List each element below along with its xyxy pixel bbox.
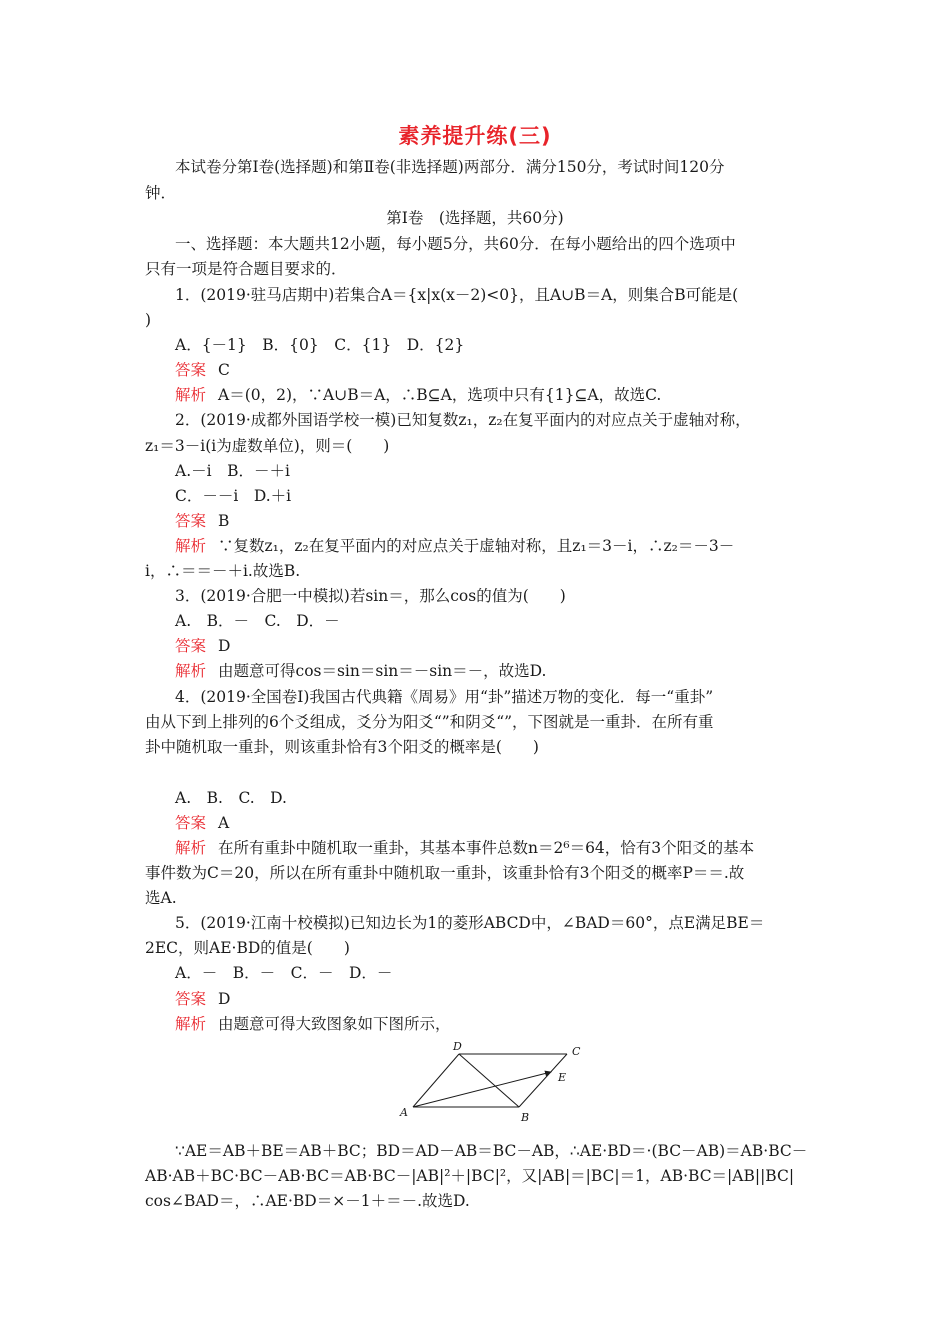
q5-stem: 2EC，则AE·BD的值是( )	[145, 939, 350, 957]
q5-analysis: 由题意可得大致图象如下图所示，	[218, 1015, 451, 1033]
q3-analysis: 由题意可得cos＝sin＝sin＝－sin＝－，故选D.	[218, 662, 547, 680]
intro-line: 本试卷分第Ⅰ卷(选择题)和第Ⅱ卷(非选择题)两部分．满分150分，考试时间120分	[175, 158, 725, 176]
q4-stem: 由从下到上排列的6个爻组成，爻分为阳爻“”和阴爻“”，下图就是一重卦．在所有重	[145, 713, 714, 731]
rhombus-diagram	[395, 1040, 595, 1130]
q4-analysis: 事件数为C＝20，所以在所有重卦中随机取一重卦，该重卦恰有3个阳爻的概率P＝＝.故	[145, 864, 745, 882]
q2-answer: B	[218, 512, 230, 530]
label-e: E	[558, 1071, 567, 1084]
q4-analysis: 选A.	[145, 889, 177, 907]
analysis-label: 解析	[175, 662, 207, 680]
answer-label: 答案	[175, 990, 207, 1008]
q2-analysis: i，∴＝＝－＋i.故选B.	[145, 562, 301, 580]
label-a: A	[400, 1106, 408, 1119]
q1-stem: )	[145, 311, 152, 329]
q1-analysis-row	[175, 385, 661, 405]
q3-analysis-row	[175, 661, 546, 681]
q5-derivation: ∵AE＝AB＋BE＝AB＋BC；BD＝AD－AB＝BC－AB，∴AE·BD＝·(BC－AB)＝AB·BC－	[175, 1142, 808, 1160]
q2-analysis: ∵复数z₁，z₂在复平面内的对应点关于虚轴对称，且z₁＝3－i，∴z₂＝－3－	[218, 537, 735, 555]
q4-analysis: 在所有重卦中随机取一重卦，其基本事件总数n＝2⁶＝64，恰有3个阳爻的基本	[218, 839, 755, 857]
q4-answer: A	[218, 814, 230, 832]
diagonal-bd	[459, 1054, 519, 1107]
answer-label: 答案	[175, 637, 207, 655]
q3-options: A. B．－ C. D．－	[175, 612, 340, 630]
q1-analysis: A＝(0，2)，∵A∪B＝A，∴B⊆A，选项中只有{1}⊆A，故选C.	[218, 386, 662, 404]
q2-options: C．－－i D.＋i	[175, 487, 292, 505]
intro-line: 钟．	[145, 184, 177, 202]
q3-answer-row	[175, 636, 230, 656]
q2-stem: z₁＝3－i(i为虚数单位)，则＝( )	[145, 437, 390, 455]
analysis-label: 解析	[175, 839, 207, 857]
label-d: D	[453, 1040, 462, 1053]
q5-analysis-row	[175, 1014, 451, 1034]
q5-derivation: cos∠BAD＝，∴AE·BD＝×－1＋＝－.故选D.	[145, 1192, 470, 1210]
q4-stem: 卦中随机取一重卦，则该重卦恰有3个阳爻的概率是( )	[145, 738, 539, 756]
q4-stem: 4．(2019·全国卷Ⅰ)我国古代典籍《周易》用“卦”描述万物的变化．每一“重卦”	[175, 688, 714, 706]
analysis-label: 解析	[175, 1015, 207, 1033]
q4-analysis-row	[175, 838, 754, 858]
q5-answer-row	[175, 989, 230, 1009]
vector-ae	[413, 1072, 551, 1107]
q2-options: A.－i B．－＋i	[175, 462, 290, 480]
part-intro-line: 只有一项是符合题目要求的．	[145, 260, 347, 278]
label-b: B	[521, 1111, 530, 1124]
answer-label: 答案	[175, 512, 207, 530]
q5-options: A．－ B．－ C．－ D．－	[175, 964, 393, 982]
q3-stem: 3．(2019·合肥一中模拟)若sin＝，那么cos的值为( )	[175, 587, 566, 605]
section-heading: 第Ⅰ卷 (选择题，共60分)	[386, 209, 564, 227]
page-title: 素养提升练(三)	[398, 124, 552, 148]
q3-answer: D	[218, 637, 231, 655]
analysis-label: 解析	[175, 386, 207, 404]
q4-answer-row	[175, 813, 229, 833]
q2-answer-row	[175, 511, 229, 531]
q1-stem: 1．(2019·驻马店期中)若集合A＝{x|x(x－2)<0}，且A∪B＝A，则集合B可能是(	[175, 286, 739, 304]
edge-ad	[413, 1054, 459, 1107]
answer-label: 答案	[175, 361, 207, 379]
q2-stem: 2．(2019·成都外国语学校一模)已知复数z₁，z₂在复平面内的对应点关于虚轴对称，	[175, 411, 751, 429]
answer-label: 答案	[175, 814, 207, 832]
q5-stem: 5．(2019·江南十校模拟)已知边长为1的菱形ABCD中，∠BAD＝60°，点E满足BE＝	[175, 914, 765, 932]
q4-options: A. B. C. D.	[175, 789, 287, 807]
q5-answer: D	[218, 990, 231, 1008]
q2-analysis-row	[175, 536, 734, 556]
analysis-label: 解析	[175, 537, 207, 555]
part-intro-line: 一、选择题：本大题共12小题，每小题5分，共60分．在每小题给出的四个选项中	[175, 235, 736, 253]
q1-answer: C	[218, 361, 230, 379]
q1-options: A．{－1} B．{0} C．{1} D．{2}	[175, 336, 465, 354]
label-c: C	[572, 1045, 581, 1058]
q1-answer-row	[175, 360, 230, 380]
q5-derivation: AB·AB＋BC·BC－AB·BC＝AB·BC－|AB|²＋|BC|²，又|AB|＝|BC|＝1，AB·BC＝|AB||BC|	[145, 1167, 795, 1185]
